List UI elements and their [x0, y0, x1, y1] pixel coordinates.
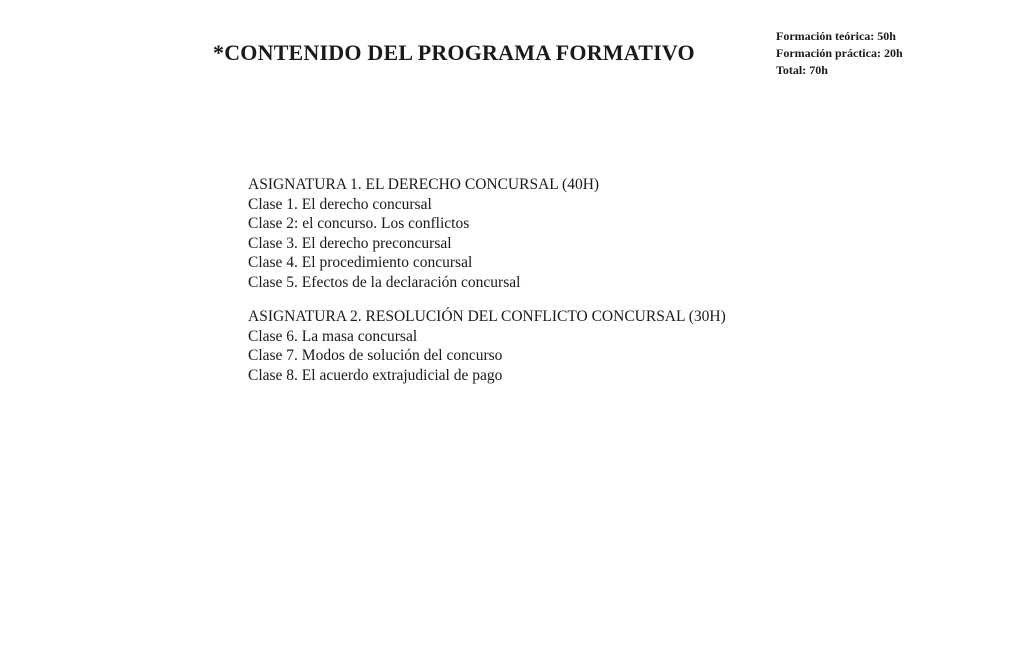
class-item: Clase 7. Modos de solución del concurso: [248, 347, 503, 364]
class-item: Clase 5. Efectos de la declaración concursal: [248, 273, 521, 291]
subject-title: ASIGNATURA 1. EL DERECHO CONCURSAL (40H): [248, 176, 600, 193]
total-hours: Total: 70h: [776, 63, 828, 77]
class-item: Clase 6. La masa concursal: [248, 327, 418, 345]
program-content: [248, 175, 726, 400]
subject-2: [248, 307, 726, 385]
class-list: [248, 327, 726, 386]
class-item: Clase 2: el concurso. Los conflictos: [248, 215, 470, 232]
class-item: Clase 8. El acuerdo extrajudicial de pago: [248, 366, 503, 384]
class-item: Clase 3. El derecho preconcursal: [248, 234, 452, 252]
class-list: [248, 195, 726, 293]
training-hours-summary: [776, 28, 903, 79]
page-title: *CONTENIDO DEL PROGRAMA FORMATIVO: [213, 40, 695, 65]
theory-hours: Formación teórica: 50h: [776, 29, 896, 43]
class-item: Clase 1. El derecho concursal: [248, 195, 432, 213]
subject-1: [248, 175, 726, 292]
practice-hours: Formación práctica: 20h: [776, 46, 903, 60]
subject-title: ASIGNATURA 2. RESOLUCIÓN DEL CONFLICTO CONCURSAL (30H): [248, 308, 726, 325]
class-item: Clase 4. El procedimiento concursal: [248, 254, 473, 271]
